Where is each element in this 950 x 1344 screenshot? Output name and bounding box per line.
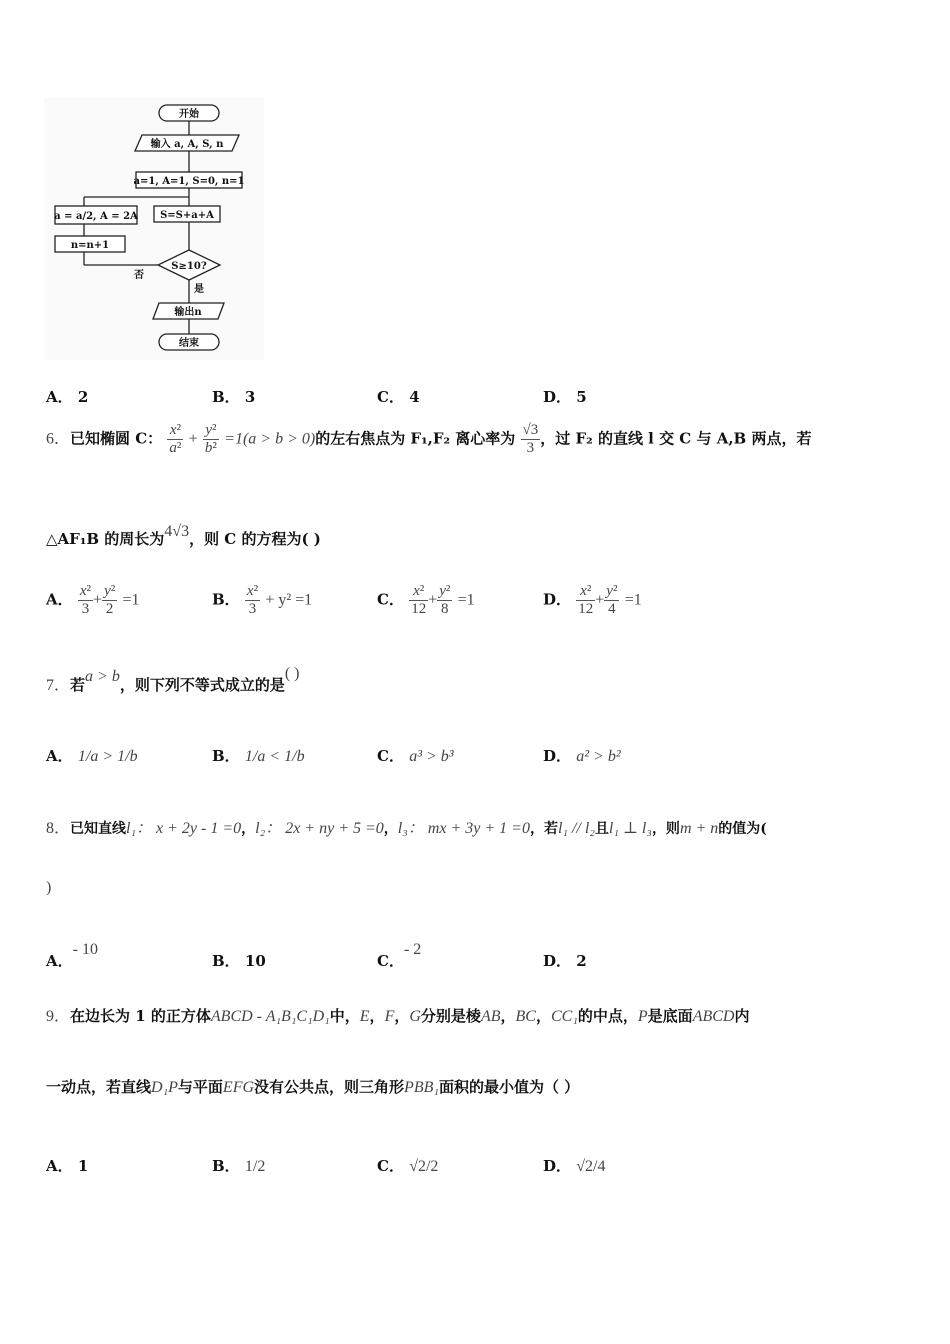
option-text: 1/2 (244, 1158, 266, 1175)
q8-text: 已知直线 (70, 821, 127, 837)
line-l3: l₃ (397, 820, 408, 837)
option-text: a³ > b³ (409, 748, 454, 765)
q7-text: ，则下列不等式成立的是 (119, 676, 285, 694)
option-denominator: 4 (604, 600, 619, 618)
q5-option-d[interactable] (543, 386, 587, 407)
question-number: 9． (46, 1008, 71, 1025)
q9-text: 面积的最小值为（ ） (438, 1078, 580, 1096)
q5-option-c[interactable] (377, 386, 420, 407)
q8-option-a[interactable] (46, 941, 98, 971)
option-letter: C． (377, 1157, 404, 1175)
q8-text: ，则 (651, 821, 680, 837)
option-denominator: 12 (411, 601, 427, 617)
cond-label: S≥10? (171, 261, 207, 272)
q5-option-b[interactable] (212, 386, 255, 407)
option-tail: =1 (457, 591, 475, 609)
edge-ab: AB (480, 1008, 501, 1025)
q6-line2 (46, 523, 321, 549)
start-label: 开始 (179, 109, 199, 120)
q7-option-d[interactable] (543, 745, 621, 766)
q9-option-a[interactable] (46, 1155, 88, 1176)
q8-text: ) (46, 879, 52, 896)
option-denominator: 3 (245, 600, 260, 618)
q7-option-a[interactable] (46, 745, 138, 766)
option-text: 2 (576, 952, 587, 970)
q8-text: 的值为( (718, 821, 767, 837)
perimeter-value: 4√3 (164, 523, 190, 540)
q6-option-a[interactable]: A． $\frac{\text{x²}}{3}$ + $\frac{\text{y²}}{2}$ =1 (46, 583, 140, 617)
q9-line2 (46, 1076, 579, 1097)
ellipse-y-term: $\frac{\text{y²}}{\text{b²}}$ (204, 422, 217, 456)
option-text: - 2 (403, 941, 422, 958)
q9-option-c[interactable] (377, 1155, 438, 1176)
q7-line (46, 665, 300, 695)
q9-option-d[interactable] (543, 1155, 605, 1176)
option-text: √2/4 (576, 1158, 606, 1175)
triangle-pbb1: PBB₁ (404, 1079, 439, 1096)
update-s-label: S=S+a+A (160, 210, 214, 221)
q8-line1: 8．已知直线l₁： x + 2y - 1 =0，l₂： 2x + ny + 5 =0，l₃： mx + 3y + 1 =0，若l₁ // l₂且l₁ ⊥ l₃，则m + n的值为( (46, 820, 767, 837)
point-e: E (359, 1008, 370, 1025)
option-letter: D． (543, 590, 572, 609)
option-text: 2 (77, 388, 89, 406)
option-letter: D． (543, 747, 572, 765)
option-tail: =1 (624, 591, 642, 609)
option-text: 3 (244, 388, 256, 406)
option-text: a² > b² (576, 748, 621, 765)
parallel-cond: l₁ // l₂ (557, 820, 595, 837)
line-l1: l₁ (126, 820, 137, 837)
q9-line1: 9．在边长为 1 的正方体ABCD - A₁B₁C₁D₁中，E，F，G分别是棱AB，BC，CC₁的中点，P是底面ABCD内 (46, 1007, 750, 1025)
option-letter: A． (46, 747, 73, 765)
option-letter: B． (212, 590, 240, 609)
option-letter: A． (46, 1157, 73, 1175)
option-letter: A． (46, 952, 73, 970)
perp-cond: l₁ ⊥ l₃ (608, 820, 652, 837)
option-letter: D． (543, 952, 572, 970)
q6-text: 的左右焦点为 F₁,F₂ 离心率为 (315, 429, 516, 448)
line-l2: l₂ (255, 820, 266, 837)
plane-efg: EFG (222, 1079, 255, 1096)
q6-option-b[interactable]: B． $\frac{\text{x²}}{3}$ + y² =1 (212, 583, 313, 617)
init-label: a=1, A=1, S=0, n=1 (133, 176, 245, 187)
edge-bc: BC (515, 1008, 536, 1025)
option-letter: C． (377, 747, 404, 765)
no-label: 否 (134, 270, 144, 281)
base-abcd: ABCD (692, 1008, 735, 1025)
q9-text: 在边长为 1 的正方体 (70, 1007, 211, 1025)
line-l3-eq: ： mx + 3y + 1 =0 (407, 820, 530, 837)
option-letter: C． (377, 590, 404, 609)
question-number: 6． (46, 430, 71, 448)
q7-condition: a > b (85, 668, 120, 685)
q8-option-b[interactable] (212, 950, 266, 971)
q9-text: 的中点， (577, 1007, 638, 1025)
q9-text: 中， (329, 1007, 360, 1025)
q6-text: ，过 F₂ 的直线 l 交 C 与 A,B 两点，若 (540, 429, 812, 448)
end-label: 结束 (179, 338, 199, 349)
q9-text: 分别是棱 (420, 1007, 481, 1025)
ellipse-x-term: $\frac{\text{x²}}{\text{a²}}$ (169, 422, 182, 456)
point-g: G (409, 1008, 421, 1025)
option-denominator: 2 (102, 600, 117, 618)
q7-option-b[interactable] (212, 745, 305, 766)
option-text: 1/a < 1/b (244, 748, 305, 765)
option-text: 10 (244, 952, 266, 970)
option-letter: B． (212, 1157, 240, 1175)
q8-text: ，若 (529, 821, 558, 837)
option-letter: B． (212, 747, 240, 765)
q9-text: 一动点，若直线 (46, 1078, 152, 1096)
question-number: 8． (46, 820, 71, 837)
option-letter: A． (46, 388, 73, 406)
q6-line1: 6．已知椭圆 C： $\frac{\text{x²}}{\text{a²}}$ + $\frac{\text{y²}}{\text{b²}}$ =1(a > b > 0)的左右焦点为 F₁,F₂ 离心率为 $\frac{√3}{3}$ ，过 F₂ 的直线 l 交 C 与 A,B 两点，若 (46, 422, 812, 456)
q6-text: 已知椭圆 C： (70, 429, 163, 448)
q9-option-b[interactable] (212, 1155, 265, 1176)
option-letter: D． (543, 1157, 572, 1175)
option-letter: C． (377, 388, 404, 406)
point-f: F (384, 1008, 395, 1025)
q6-option-d[interactable]: D． $\frac{\text{x²}}{12}$ + $\frac{\text{y²}}{4}$ =1 (543, 583, 642, 617)
option-text: 4 (409, 388, 420, 406)
answer-paren: ( ) (284, 665, 300, 682)
edge-cc1: CC₁ (550, 1008, 578, 1025)
q6-text: ，则 C 的方程为( ) (189, 530, 321, 548)
q9-text: 是底面 (647, 1007, 693, 1025)
option-text: 5 (576, 388, 587, 406)
q7-option-c[interactable] (377, 745, 454, 766)
point-p: P (637, 1008, 648, 1025)
q8-line2 (46, 878, 51, 897)
option-denominator: 8 (437, 600, 452, 618)
output-label: 输出n (174, 307, 202, 318)
q7-text: 若 (70, 676, 86, 694)
option-tail: =1 (122, 591, 140, 609)
q6-option-c[interactable]: C． $\frac{\text{x²}}{12}$ + $\frac{\text{y²}}{8}$ =1 (377, 583, 475, 617)
option-denominator: 12 (578, 601, 594, 617)
q9-text: 内 (734, 1007, 750, 1025)
option-text: 1 (77, 1157, 89, 1175)
option-tail: + y² =1 (265, 591, 313, 609)
line-l2-eq: ： 2x + ny + 5 =0 (265, 820, 384, 837)
flowchart (44, 98, 264, 360)
q8-option-d[interactable] (543, 950, 587, 971)
yes-label: 是 (194, 284, 204, 295)
option-denominator: 3 (78, 600, 93, 618)
q8-text: 且 (594, 821, 609, 837)
ellipse-eq-tail: =1(a > b > 0) (224, 430, 316, 448)
line-l1-eq: ： x + 2y - 1 =0 (136, 820, 242, 837)
q8-option-c[interactable] (377, 941, 422, 971)
option-letter: B． (212, 388, 240, 406)
option-text: - 10 (72, 941, 98, 958)
sum-expr: m + n (679, 820, 719, 837)
q9-text: 没有公共点，则三角形 (254, 1078, 405, 1096)
inc-n-label: n=n+1 (70, 240, 110, 251)
q5-option-a[interactable] (46, 386, 88, 407)
q9-text: 与平面 (177, 1078, 223, 1096)
line-d1p: D₁P (151, 1079, 178, 1096)
option-text: 1/a > 1/b (77, 748, 138, 765)
option-letter: D． (543, 388, 572, 406)
update-a-label: a = a/2, A = 2A (54, 211, 138, 222)
input-label: 输入 a, A, S, n (150, 139, 224, 150)
cube-name: ABCD - A₁B₁C₁D₁ (210, 1008, 330, 1025)
option-letter: A． (46, 590, 73, 609)
eccentricity: $\frac{√3}{3}$ (522, 422, 539, 456)
option-text: √2/2 (409, 1158, 439, 1175)
option-letter: C． (377, 952, 404, 970)
q6-text: △AF₁B 的周长为 (46, 530, 165, 548)
question-number: 7． (46, 677, 71, 694)
option-letter: B． (212, 952, 240, 970)
